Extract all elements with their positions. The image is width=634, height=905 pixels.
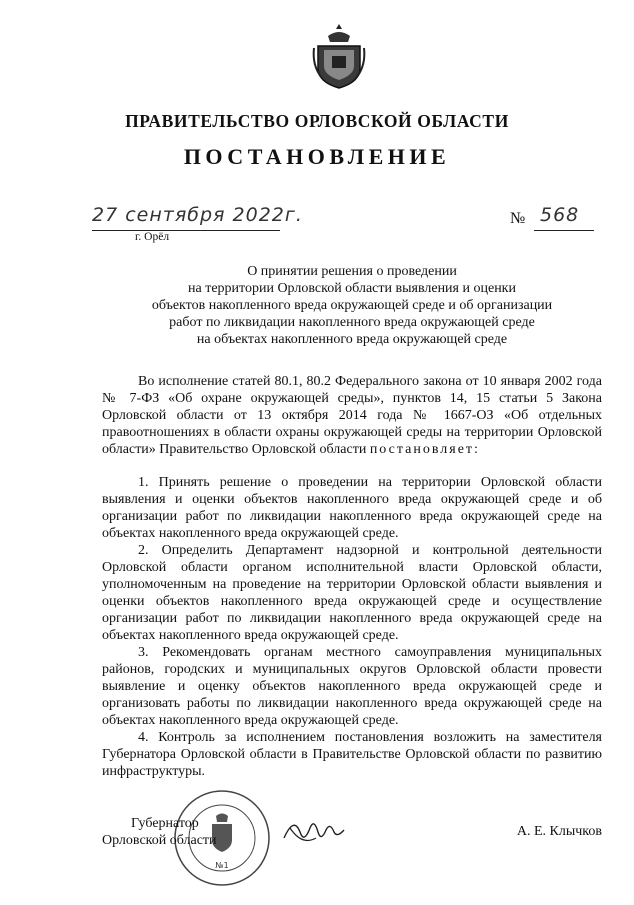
number-underline (534, 230, 594, 231)
date-underline (92, 230, 280, 231)
coat-of-arms-icon (312, 22, 366, 92)
title-line: на территории Орловской области выявления и оценки (188, 281, 516, 296)
document-type: ПОСТАНОВЛЕНИЕ (183, 144, 451, 169)
seal-number: №1 (215, 861, 229, 870)
governor-title-line1: Губернатор (131, 816, 199, 831)
number-sign: № (510, 210, 526, 227)
resolution-item: 1. Принять решение о проведении на территории Орловской области выявления и оценки объектов накопленного вреда окружающей среде и об организации работ по ликвидации накопленного вреда окружающей среде на объектах накопленного вреда окружающей среде. (102, 475, 602, 541)
title-line: на объектах накопленного вреда окружающей среде (196, 332, 508, 347)
handwritten-signature-icon (280, 808, 360, 858)
government-name: ПРАВИТЕЛЬСТВО ОРЛОВСКОЙ ОБЛАСТИ (125, 111, 509, 131)
governor-title-line2: Орловской области (102, 833, 217, 848)
title-line: О принятии решения о проведении (247, 264, 457, 279)
governor-name: А. Е. Клычков (516, 824, 602, 839)
date-handwritten: 27 сентября 2022г. (92, 204, 303, 226)
title-line: работ по ликвидации накопленного вреда окружающей среде (169, 315, 535, 330)
resolution-item: 3. Рекомендовать органам местного самоуправления муниципальных районов, городских и муниципальных округов Орловской области провести выявление и оценку объектов накопленного вреда окружающей среде и организовать работы по ликвидации накопленного вреда окружающей среде на объектах накопленного вреда окружающей среде. (102, 645, 602, 728)
governor-title (102, 815, 217, 849)
city-label: г. Орёл (135, 231, 170, 243)
resolution-items (102, 474, 602, 780)
title-line: объектов накопленного вреда окружающей среде и об организации (151, 298, 553, 313)
preamble-text: Во исполнение статей 80.1, 80.2 Федерального закона от 10 января 2002 года № 7-ФЗ «Об охране окружающей среды», пунктов 14, 15 статьи 5 Закона Орловской области от 13 октября 2014 года № 1667-ОЗ «Об отдельных правоотношениях в области охраны окружающей среды на территории Орловской области» Правительство Орловской области (102, 374, 602, 457)
preamble-emphasis: постановляет: (369, 442, 480, 457)
preamble (102, 373, 602, 458)
number-handwritten: 568 (540, 204, 580, 226)
document-title (120, 263, 584, 348)
resolution-item: 2. Определить Департамент надзорной и контрольной деятельности Орловской области органом исполнительной власти Орловской области, уполномоченным на проведение на территории Орловской области выявления и оценки объектов накопленного вреда окружающей среде и осуществление организации работ по ликвидации накопленного вреда окружающей среде на объектах накопленного вреда окружающей среде. (102, 543, 602, 643)
resolution-item: 4. Контроль за исполнением постановления возложить на заместителя Губернатора Орловской области в Правительстве Орловской области по развитию инфраструктуры. (102, 730, 602, 779)
